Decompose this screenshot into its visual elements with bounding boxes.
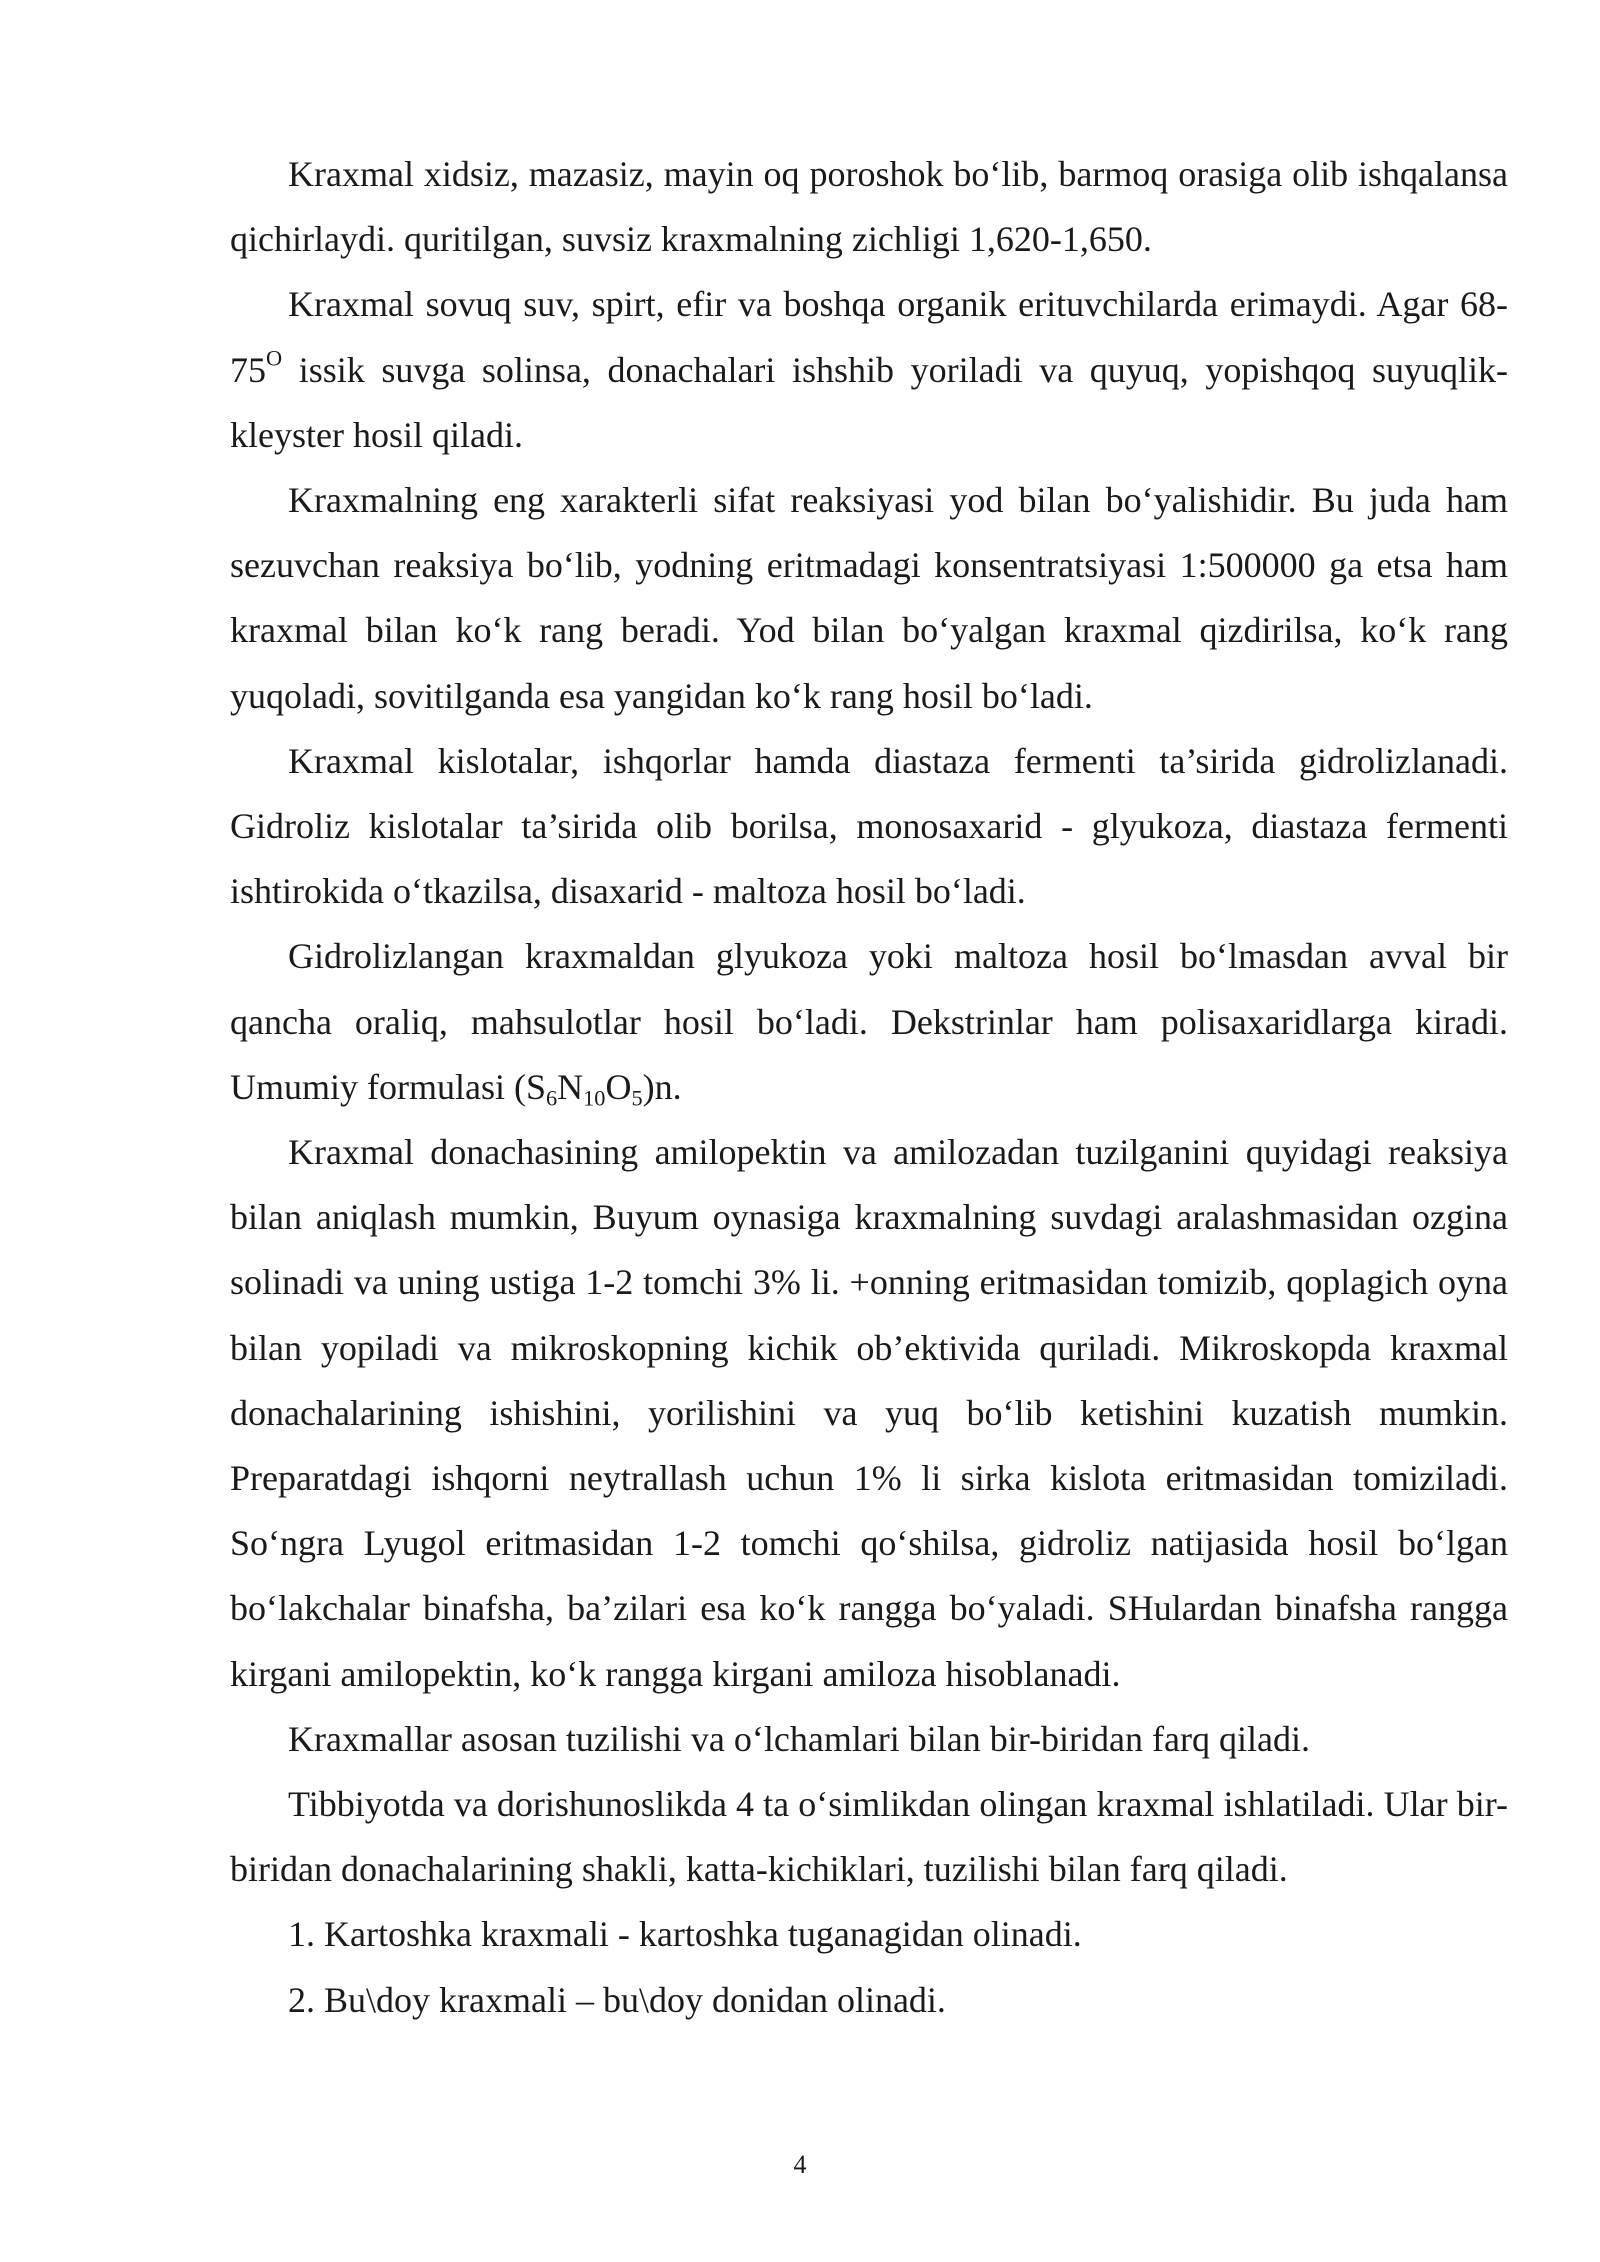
paragraph-text: issik suvga solinsa, donachalari ishshib yoriladi va quyuq, yopishqoq suyuqlik-kleyster hosil qiladi. bbox=[230, 349, 1508, 455]
paragraph-medical-starches: Tibbiyotda va dorishunoslikda 4 ta o‘simlikdan olingan kraxmal ishlatiladi. Ular bir-biridan donachalarining shakli, katta-kichiklari, tuzilishi bilan farq qiladi. bbox=[230, 1784, 1508, 1890]
paragraph-starch-solubility bbox=[230, 272, 1508, 468]
page-number: 4 bbox=[793, 2150, 807, 2179]
list-item-wheat-starch: 2. Bu\doy kraxmali – bu\doy donidan olinadi. bbox=[288, 1979, 946, 2020]
paragraph-starch-properties: Kraxmal xidsiz, mazasiz, mayin oq poroshok bo‘lib, barmoq orasiga olib ishqalansa qichirlaydi. quritilgan, suvsiz kraxmalning zichligi 1,620-1,650. bbox=[230, 154, 1508, 260]
paragraph-hydrolysis: Kraxmal kislotalar, ishqorlar hamda diastaza fermenti ta’sirida gidrolizlanadi. Gidroliz kislotalar ta’sirida olib borilsa, monosaxarid - glyukoza, diastaza fermenti ishtirokida o‘tkazilsa, disaxarid - maltoza hosil bo‘ladi. bbox=[230, 740, 1508, 912]
paragraph-text: Kraxmal sovuq suv, spirt, efir va boshqa organik erituvchilarda erimaydi. Agar 68-75 bbox=[230, 284, 1508, 390]
paragraph-dextrins-formula bbox=[230, 924, 1508, 1120]
formula-subscript: 6 bbox=[545, 1085, 558, 1111]
degree-superscript: O bbox=[266, 344, 283, 370]
paragraph-starch-differences: Kraxmallar asosan tuzilishi va o‘lchamlari bilan bir-biridan farq qiladi. bbox=[288, 1718, 1310, 1759]
list-item-potato-starch: 1. Kartoshka kraxmali - kartoshka tuganagidan olinadi. bbox=[288, 1914, 1082, 1955]
formula-element: O bbox=[605, 1066, 632, 1107]
formula-element: N bbox=[557, 1066, 584, 1107]
paragraph-text: )n. bbox=[642, 1066, 682, 1107]
paragraph-microscopy-procedure: Kraxmal donachasining amilopektin va amilozadan tuzilganini quyidagi reaksiya bilan aniqlash mumkin, Buyum oynasiga kraxmalning suvdagi aralashmasidan ozgina solinadi va uning ustiga 1-2 tomchi 3% li. +onning eritmasidan tomizib, qoplagich oyna bilan yopiladi va mikroskopning kichik ob’ektivida quriladi. Mikroskopda kraxmal donachalarining ishishini, yorilishini va yuq bo‘lib ketishini kuzatish mumkin. Preparatdagi ishqorni neytrallash uchun 1% li sirka kislota eritmasidan tomiziladi. So‘ngra Lyugol eritmasidan 1-2 tomchi qo‘shilsa, gidroliz natijasida hosil bo‘lgan bo‘lakchalar binafsha, ba’zilari esa ko‘k rangga bo‘yaladi. SHulardan binafsha rangga kirgani amilopektin, ko‘k rangga kirgani amiloza hisoblanadi. bbox=[230, 1132, 1508, 1694]
paragraph-text: Gidrolizlangan kraxmaldan glyukoza yoki maltoza hosil bo‘lmasdan avval bir qancha oraliq, mahsulotlar hosil bo‘ladi. Dekstrinlar ham polisaxaridlarga kiradi. Umumiy formulasi (S bbox=[230, 936, 1508, 1107]
document-body bbox=[230, 142, 1508, 2033]
paragraph-iodine-reaction: Kraxmalning eng xarakterli sifat reaksiyasi yod bilan bo‘yalishidir. Bu juda ham sezuvchan reaksiya bo‘lib, yodning eritmadagi konsentratsiyasi 1:500000 ga etsa ham kraxmal bilan ko‘k rang beradi. Yod bilan bo‘yalgan kraxmal qizdirilsa, ko‘k rang yuqoladi, sovitilganda esa yangidan ko‘k rang hosil bo‘ladi. bbox=[230, 480, 1508, 716]
formula-subscript: 10 bbox=[583, 1085, 606, 1111]
formula-subscript: 5 bbox=[631, 1085, 643, 1111]
